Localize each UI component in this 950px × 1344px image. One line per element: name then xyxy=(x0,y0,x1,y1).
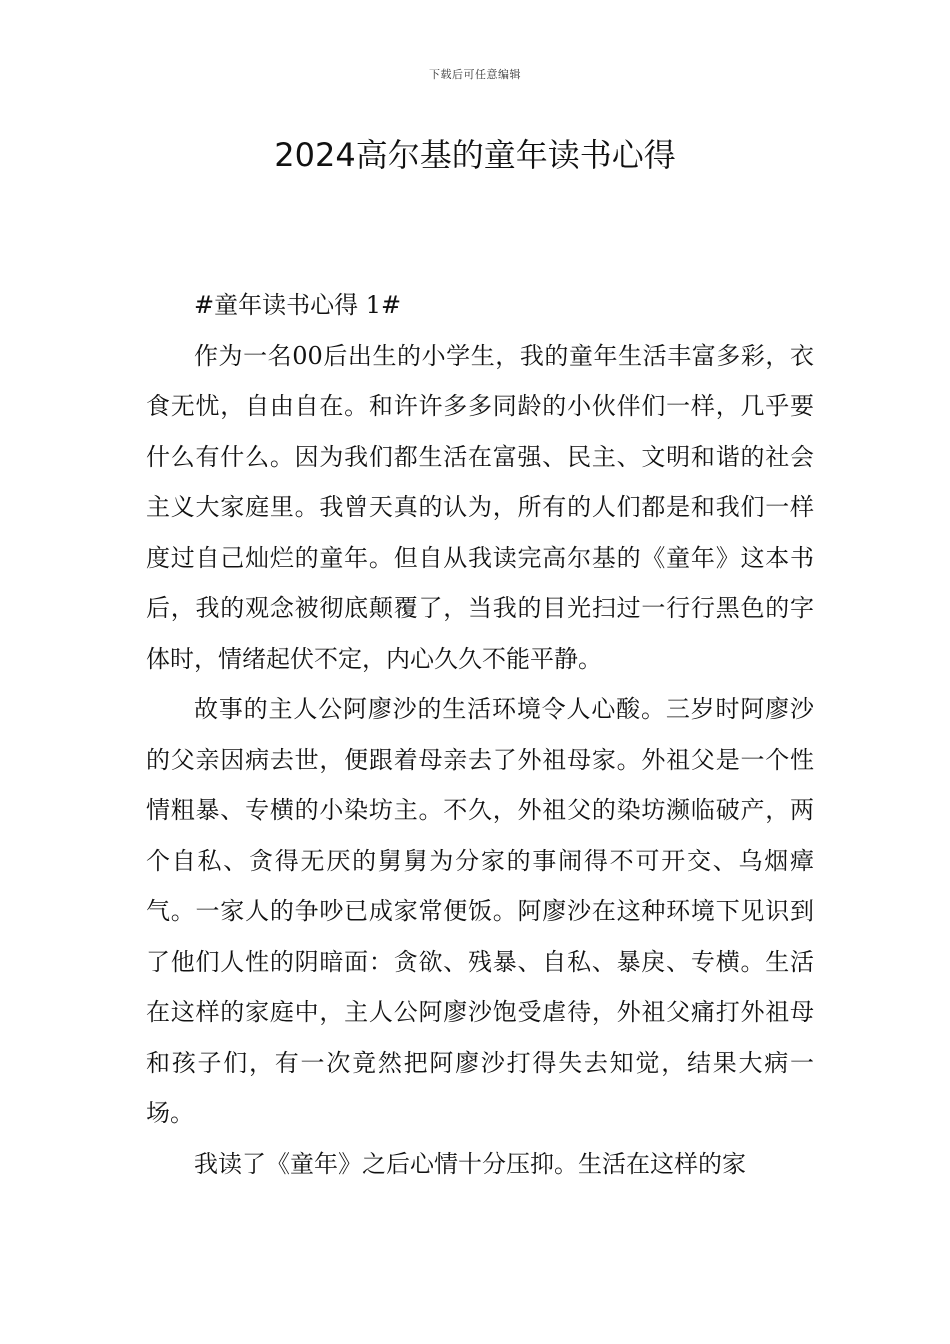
document-body xyxy=(146,280,814,1189)
paragraph: 我读了《童年》之后心情十分压抑。生活在这样的家 xyxy=(194,1149,746,1178)
paragraph: 作为一名00后出生的小学生，我的童年生活丰富多彩，衣食无忧，自由自在。和许许多多同龄的小伙伴们一样，几乎要什么有什么。因为我们都生活在富强、民主、文明和谐的社会主义大家庭里。我曾天真的认为，所有的人们都是和我们一样度过自己灿烂的童年。但自从我读完高尔基的《童年》这本书后，我的观念被彻底颠覆了，当我的目光扫过一行行黑色的字体时，情绪起伏不定，内心久久不能平静。 xyxy=(146,341,814,673)
page-header-note: 下载后可任意编辑 xyxy=(429,68,521,81)
section-heading: #童年读书心得 1# xyxy=(194,291,402,319)
document-title: 2024高尔基的童年读书心得 xyxy=(274,136,676,174)
paragraph: 故事的主人公阿廖沙的生活环境令人心酸。三岁时阿廖沙的父亲因病去世，便跟着母亲去了外祖母家。外祖父是一个性情粗暴、专横的小染坊主。不久，外祖父的染坊濒临破产，两个自私、贪得无厌的舅舅为分家的事闹得不可开交、乌烟瘴气。一家人的争吵已成家常便饭。阿廖沙在这种环境下见识到了他们人性的阴暗面：贪欲、残暴、自私、暴戾、专横。生活在这样的家庭中，主人公阿廖沙饱受虐待，外祖父痛打外祖母和孩子们，有一次竟然把阿廖沙打得失去知觉，结果大病一场。 xyxy=(146,695,814,1127)
